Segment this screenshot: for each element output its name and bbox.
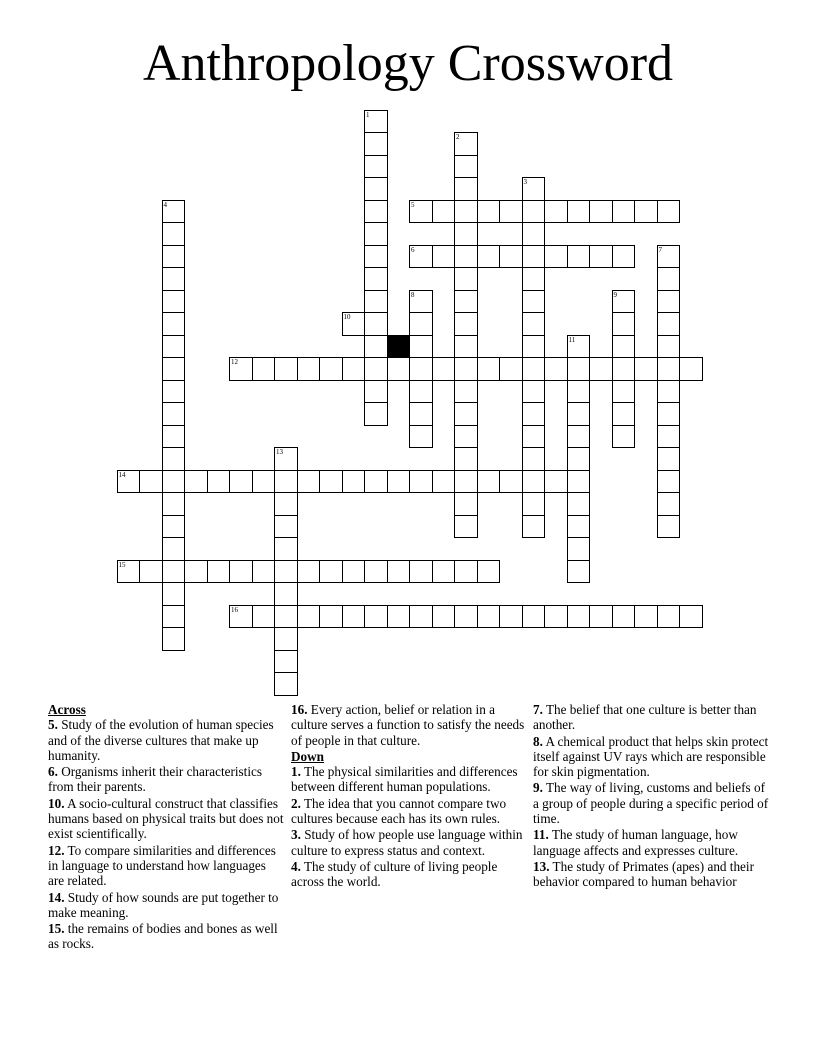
grid-cell[interactable] <box>522 492 546 516</box>
grid-cell[interactable] <box>522 177 546 201</box>
grid-cell[interactable] <box>477 245 501 269</box>
across-heading: Across <box>48 702 86 717</box>
grid-cell[interactable] <box>409 402 433 426</box>
grid-cell[interactable] <box>612 200 636 224</box>
grid-cell[interactable] <box>162 380 186 404</box>
grid-cell[interactable] <box>657 290 681 314</box>
grid-cell[interactable] <box>454 245 478 269</box>
clue-down-3: 3. Study of how people use language within culture to express status and context. <box>291 827 523 858</box>
grid-cell[interactable] <box>364 290 388 314</box>
grid-cell[interactable] <box>522 245 546 269</box>
clue-down-1: 1. The physical similarities and differences between different human populations. <box>291 764 518 795</box>
grid-cell[interactable] <box>567 515 591 539</box>
clue-down-11: 11. The study of human language, how language affects and expresses culture. <box>533 827 739 858</box>
grid-cell[interactable] <box>567 492 591 516</box>
grid-cell[interactable] <box>454 380 478 404</box>
grid-cell[interactable] <box>544 605 568 629</box>
grid-cell[interactable] <box>567 245 591 269</box>
grid-cell[interactable] <box>184 560 208 584</box>
grid-cell[interactable] <box>544 470 568 494</box>
grid-cell[interactable] <box>319 470 343 494</box>
grid-cell[interactable] <box>589 245 613 269</box>
black-cell <box>387 335 411 359</box>
grid-cell[interactable] <box>162 290 186 314</box>
grid-cell[interactable] <box>364 402 388 426</box>
grid-cell[interactable] <box>432 200 456 224</box>
grid-cell[interactable] <box>567 357 591 381</box>
grid-cell[interactable] <box>162 425 186 449</box>
grid-cell[interactable] <box>454 425 478 449</box>
grid-cell[interactable] <box>612 425 636 449</box>
grid-cell[interactable] <box>567 402 591 426</box>
grid-cell[interactable] <box>522 470 546 494</box>
grid-cell[interactable] <box>342 470 366 494</box>
grid-cell[interactable] <box>612 335 636 359</box>
grid-cell[interactable] <box>612 290 636 314</box>
grid-cell[interactable] <box>499 605 523 629</box>
grid-cell[interactable] <box>612 380 636 404</box>
grid-cell[interactable] <box>499 470 523 494</box>
grid-cell[interactable] <box>522 515 546 539</box>
grid-cell[interactable] <box>477 357 501 381</box>
grid-cell[interactable] <box>454 335 478 359</box>
grid-cell[interactable] <box>522 335 546 359</box>
grid-cell[interactable] <box>274 650 298 674</box>
grid-cell[interactable] <box>634 200 658 224</box>
grid-cell[interactable] <box>567 560 591 584</box>
clue-down-8: 8. A chemical product that helps skin protect itself against UV rays which are responsible for skin pigmentation. <box>533 733 769 780</box>
grid-cell[interactable] <box>409 290 433 314</box>
grid-cell[interactable] <box>522 312 546 336</box>
grid-cell[interactable] <box>162 267 186 291</box>
grid-cell[interactable] <box>162 627 186 651</box>
grid-cell[interactable] <box>364 560 388 584</box>
grid-cell[interactable] <box>274 582 298 606</box>
grid-cell[interactable] <box>454 267 478 291</box>
grid-cell[interactable] <box>544 357 568 381</box>
grid-cell[interactable] <box>162 200 186 224</box>
grid-cell[interactable] <box>364 312 388 336</box>
clue-across-15: 15. the remains of bodies and bones as well as rocks. <box>48 921 278 952</box>
down-heading: Down <box>291 748 324 764</box>
grid-cell[interactable] <box>274 560 298 584</box>
grid-cell[interactable] <box>274 537 298 561</box>
grid-cell[interactable] <box>229 605 253 629</box>
grid-cell[interactable] <box>162 357 186 381</box>
grid-cell[interactable] <box>522 380 546 404</box>
grid-cell[interactable] <box>544 200 568 224</box>
clue-across-10: 10. A socio-cultural construct that classifies humans based on physical traits but does not exist scientifically. <box>48 795 284 842</box>
grid-cell[interactable] <box>432 245 456 269</box>
grid-cell[interactable] <box>364 177 388 201</box>
grid-cell[interactable] <box>477 560 501 584</box>
grid-cell[interactable] <box>162 582 186 606</box>
clue-across-6: 6. Organisms inherit their characteristics from their parents. <box>48 764 262 795</box>
grid-cell[interactable] <box>432 605 456 629</box>
clues-column-3 <box>533 702 773 891</box>
cell-number: 7 <box>658 245 662 254</box>
grid-cell[interactable] <box>657 200 681 224</box>
grid-cell[interactable] <box>162 605 186 629</box>
grid-cell[interactable] <box>364 470 388 494</box>
grid-cell[interactable] <box>589 357 613 381</box>
grid-cell[interactable] <box>454 222 478 246</box>
grid-cell[interactable] <box>252 470 276 494</box>
clues-column-1 <box>48 702 284 953</box>
grid-cell[interactable] <box>567 605 591 629</box>
cell-number: 6 <box>411 245 415 254</box>
cell-number: 3 <box>523 178 527 186</box>
grid-cell[interactable] <box>364 357 388 381</box>
grid-cell[interactable] <box>454 447 478 471</box>
grid-cell[interactable] <box>589 605 613 629</box>
grid-cell[interactable] <box>454 200 478 224</box>
grid-cell[interactable] <box>657 267 681 291</box>
grid-cell[interactable] <box>499 357 523 381</box>
grid-cell[interactable] <box>117 470 141 494</box>
grid-cell[interactable] <box>657 447 681 471</box>
grid-cell[interactable] <box>657 605 681 629</box>
grid-cell[interactable] <box>567 447 591 471</box>
grid-cell[interactable] <box>342 312 366 336</box>
grid-cell[interactable] <box>409 425 433 449</box>
cell-number: 15 <box>118 560 126 569</box>
grid-cell[interactable] <box>454 515 478 539</box>
cell-number: 10 <box>343 313 351 321</box>
grid-cell[interactable] <box>657 357 681 381</box>
grid-cell[interactable] <box>409 200 433 224</box>
grid-cell[interactable] <box>274 627 298 651</box>
grid-cell[interactable] <box>387 357 411 381</box>
grid-cell[interactable] <box>387 470 411 494</box>
grid-cell[interactable] <box>657 470 681 494</box>
grid-cell[interactable] <box>387 560 411 584</box>
grid-cell[interactable] <box>522 290 546 314</box>
grid-cell[interactable] <box>139 470 163 494</box>
grid-cell[interactable] <box>657 492 681 516</box>
grid-cell[interactable] <box>612 605 636 629</box>
cell-number: 2 <box>456 133 460 141</box>
grid-cell[interactable] <box>409 335 433 359</box>
grid-cell[interactable] <box>679 605 703 629</box>
grid-cell[interactable] <box>252 560 276 584</box>
cell-number: 5 <box>411 200 415 209</box>
grid-cell[interactable] <box>409 380 433 404</box>
grid-cell[interactable] <box>229 357 253 381</box>
grid-cell[interactable] <box>274 470 298 494</box>
grid-cell[interactable] <box>162 515 186 539</box>
grid-cell[interactable] <box>364 380 388 404</box>
grid-cell[interactable] <box>522 357 546 381</box>
grid-cell[interactable] <box>454 492 478 516</box>
grid-cell[interactable] <box>567 425 591 449</box>
grid-cell[interactable] <box>274 515 298 539</box>
cell-number: 14 <box>118 470 126 479</box>
grid-cell[interactable] <box>657 425 681 449</box>
grid-cell[interactable] <box>297 605 321 629</box>
grid-cell[interactable] <box>274 605 298 629</box>
grid-cell[interactable] <box>274 447 298 471</box>
clues-column-2 <box>291 702 527 891</box>
grid-cell[interactable] <box>657 245 681 269</box>
grid-cell[interactable] <box>657 380 681 404</box>
grid-cell[interactable] <box>409 312 433 336</box>
grid-cell[interactable] <box>207 470 231 494</box>
grid-cell[interactable] <box>409 357 433 381</box>
grid-cell[interactable] <box>162 312 186 336</box>
grid-cell[interactable] <box>162 447 186 471</box>
grid-cell[interactable] <box>567 470 591 494</box>
grid-cell[interactable] <box>522 425 546 449</box>
grid-cell[interactable] <box>477 470 501 494</box>
grid-cell[interactable] <box>589 200 613 224</box>
grid-cell[interactable] <box>319 560 343 584</box>
grid-cell[interactable] <box>522 200 546 224</box>
clue-down-9: 9. The way of living, customs and beliefs of a group of people during a specific period of time. <box>533 780 769 827</box>
cell-number: 9 <box>613 290 617 299</box>
page-title: Anthropology Crossword <box>142 35 674 92</box>
grid-cell[interactable] <box>499 200 523 224</box>
grid-cell[interactable] <box>432 357 456 381</box>
clue-down-2: 2. The idea that you cannot compare two cultures because each has its own rules. <box>291 795 507 827</box>
grid-cell[interactable] <box>522 402 546 426</box>
grid-cell[interactable] <box>319 357 343 381</box>
grid-cell[interactable] <box>297 560 321 584</box>
grid-cell[interactable] <box>409 470 433 494</box>
grid-cell[interactable] <box>454 357 478 381</box>
grid-cell[interactable] <box>117 560 141 584</box>
grid-cell[interactable] <box>454 402 478 426</box>
grid-cell[interactable] <box>162 537 186 561</box>
cell-number: 1 <box>366 110 370 119</box>
grid-cell[interactable] <box>207 560 231 584</box>
grid-cell[interactable] <box>432 560 456 584</box>
grid-cell[interactable] <box>364 132 388 156</box>
grid-cell[interactable] <box>634 357 658 381</box>
cell-number: 4 <box>163 200 167 209</box>
grid-cell[interactable] <box>409 245 433 269</box>
grid-cell[interactable] <box>342 357 366 381</box>
grid-cell[interactable] <box>612 357 636 381</box>
grid-cell[interactable] <box>274 492 298 516</box>
grid-cell[interactable] <box>612 245 636 269</box>
grid-cell[interactable] <box>477 200 501 224</box>
grid-cell[interactable] <box>522 447 546 471</box>
grid-cell[interactable] <box>364 222 388 246</box>
grid-cell[interactable] <box>679 357 703 381</box>
grid-cell[interactable] <box>387 605 411 629</box>
grid-cell[interactable] <box>567 380 591 404</box>
grid-cell[interactable] <box>342 560 366 584</box>
grid-cell[interactable] <box>229 470 253 494</box>
grid-cell[interactable] <box>454 177 478 201</box>
grid-cell[interactable] <box>274 357 298 381</box>
grid-cell[interactable] <box>409 560 433 584</box>
grid-cell[interactable] <box>612 312 636 336</box>
grid-cell[interactable] <box>364 267 388 291</box>
grid-cell[interactable] <box>162 245 186 269</box>
grid-cell[interactable] <box>567 537 591 561</box>
grid-cell[interactable] <box>657 335 681 359</box>
grid-cell[interactable] <box>454 290 478 314</box>
grid-cell[interactable] <box>162 335 186 359</box>
grid-cell[interactable] <box>184 470 208 494</box>
grid-cell[interactable] <box>162 470 186 494</box>
grid-cell[interactable] <box>454 605 478 629</box>
cell-number: 11 <box>568 335 576 344</box>
cell-number: 16 <box>231 605 238 614</box>
grid-cell[interactable] <box>364 200 388 224</box>
grid-cell[interactable] <box>522 222 546 246</box>
grid-cell[interactable] <box>364 605 388 629</box>
grid-cell[interactable] <box>499 245 523 269</box>
clue-down-4: 4. The study of culture of living people across the world. <box>291 858 498 890</box>
cell-number: 13 <box>276 448 283 456</box>
grid-cell[interactable] <box>454 560 478 584</box>
grid-cell[interactable] <box>162 560 186 584</box>
grid-cell[interactable] <box>342 605 366 629</box>
grid-cell[interactable] <box>162 402 186 426</box>
cell-number: 12 <box>231 358 238 366</box>
clue-across-12: 12. To compare similarities and differences in language to understand how languages are related. <box>48 842 276 889</box>
grid-cell[interactable] <box>162 492 186 516</box>
grid-cell[interactable] <box>297 470 321 494</box>
grid-cell[interactable] <box>252 357 276 381</box>
grid-cell[interactable] <box>297 357 321 381</box>
clue-down-13: 13. The study of Primates (apes) and their behavior compared to human behavior <box>533 858 754 890</box>
grid-cell[interactable] <box>454 132 478 156</box>
grid-cell[interactable] <box>364 110 388 134</box>
grid-cell[interactable] <box>657 515 681 539</box>
grid-cell[interactable] <box>162 222 186 246</box>
grid-cell[interactable] <box>544 245 568 269</box>
grid-cell[interactable] <box>274 672 298 696</box>
grid-cell[interactable] <box>477 605 501 629</box>
grid-cell[interactable] <box>522 267 546 291</box>
clue-down-7: 7. The belief that one culture is better than another. <box>533 702 757 733</box>
grid-cell[interactable] <box>567 335 591 359</box>
grid-cell[interactable] <box>657 312 681 336</box>
grid-cell[interactable] <box>139 560 163 584</box>
grid-cell[interactable] <box>409 605 433 629</box>
grid-cell[interactable] <box>364 245 388 269</box>
cell-number: 8 <box>411 290 415 299</box>
grid-cell[interactable] <box>229 560 253 584</box>
clue-across-16: 16. Every action, belief or relation in a culture serves a function to satisfy the needs of people in that culture. <box>291 702 525 748</box>
grid-cell[interactable] <box>612 402 636 426</box>
grid-cell[interactable] <box>522 605 546 629</box>
grid-cell[interactable] <box>319 605 343 629</box>
grid-cell[interactable] <box>364 155 388 179</box>
grid-cell[interactable] <box>634 605 658 629</box>
clue-across-14: 14. Study of how sounds are put together to make meaning. <box>48 889 279 920</box>
grid-cell[interactable] <box>364 335 388 359</box>
grid-cell[interactable] <box>657 402 681 426</box>
grid-cell[interactable] <box>252 605 276 629</box>
grid-cell[interactable] <box>432 470 456 494</box>
grid-cell[interactable] <box>567 200 591 224</box>
grid-cell[interactable] <box>454 155 478 179</box>
clue-across-5: 5. Study of the evolution of human species and of the diverse cultures that make up humanity. <box>48 717 274 763</box>
grid-cell[interactable] <box>454 470 478 494</box>
grid-cell[interactable] <box>454 312 478 336</box>
